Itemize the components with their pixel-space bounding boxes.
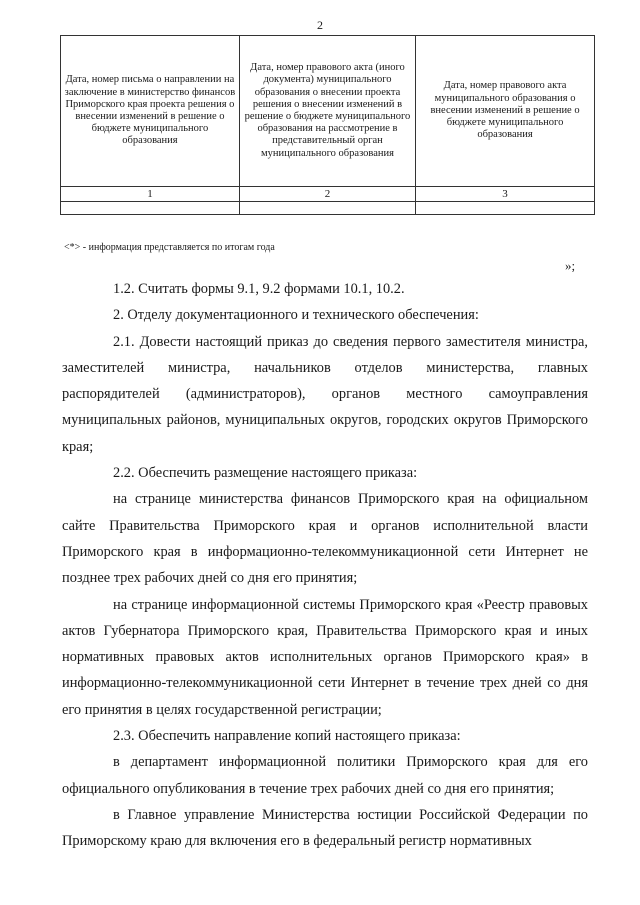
column-number-2: 2 [239, 187, 415, 202]
column-number-3: 3 [416, 187, 595, 202]
paragraph-2-3-item-2: в Главное управление Министерства юстиции Российской Федерации по Приморскому краю для включения его в федеральный регистр нормативных [62, 806, 588, 850]
paragraph-2-3-item-1: в департамент информационной политики Приморского края для его официального опубликования в течение трех рабочих дней со дня его принятия; [62, 754, 588, 797]
page-number: 2 [317, 18, 323, 32]
paragraph-2-2-item-1: на странице министерства финансов Приморского края на официальном сайте Правительства Приморского края и органов исполнительной власти Приморского края в информационно-телекоммуникационной сети Интернет не позднее трех рабочих дней со дня его принятия; [62, 491, 588, 587]
column-number-1: 1 [61, 187, 240, 202]
header-cell-letter-date: Дата, номер письма о направлении на заключение в министерство финансов Приморского края проекта решения о внесении изменений в решение о бюджете муниципального образования [61, 36, 240, 187]
empty-cell [416, 202, 595, 215]
paragraph-1-2: 1.2. Считать формы 9.1, 9.2 формами 10.1, 10.2. [113, 281, 405, 297]
table-number-row [61, 187, 595, 202]
header-cell-act-amendment-date: Дата, номер правового акта муниципального образования о внесении изменений в решение о бюджете муниципального образования [416, 36, 595, 187]
header-cell-act-submission-date: Дата, номер правового акта (иного документа) муниципального образования о внесении проекта решения о внесении изменений в решение о бюджете муниципального образования на рассмотрение в представительный орган муниципального образования [239, 36, 415, 187]
empty-cell [61, 202, 240, 215]
paragraph-2-1: 2.1. Довести настоящий приказ до сведения первого заместителя министра, заместителей министра, начальников отделов министерства, главных распорядителей (администраторов), органов местного самоуправления муниципальных районов, муниципальных округов, городских округов Приморского края; [62, 333, 588, 455]
table-empty-row [61, 202, 595, 215]
report-form-table [60, 35, 595, 215]
document-body [62, 276, 588, 855]
closing-quote: »; [565, 258, 576, 273]
paragraph-2-3: 2.3. Обеспечить направление копий настоящего приказа: [113, 728, 461, 745]
paragraph-2-2-item-2: на странице информационной системы Приморского края «Реестр правовых актов Губернатора Приморского края, Правительства Приморского края и иных нормативных правовых актов исполнительных органов Приморского края» в информационно-телекоммуникационной сети Интернет в течение трех дней со дня его принятия в целях государственной регистрации; [62, 596, 588, 718]
paragraph-2: 2. Отделу документационного и технического обеспечения: [113, 307, 479, 324]
empty-cell [239, 202, 415, 215]
table-footnote: <*> - информация представляется по итогам года [64, 242, 275, 253]
table-header-row [61, 36, 595, 187]
paragraph-2-2: 2.2. Обеспечить размещение настоящего приказа: [113, 465, 418, 482]
